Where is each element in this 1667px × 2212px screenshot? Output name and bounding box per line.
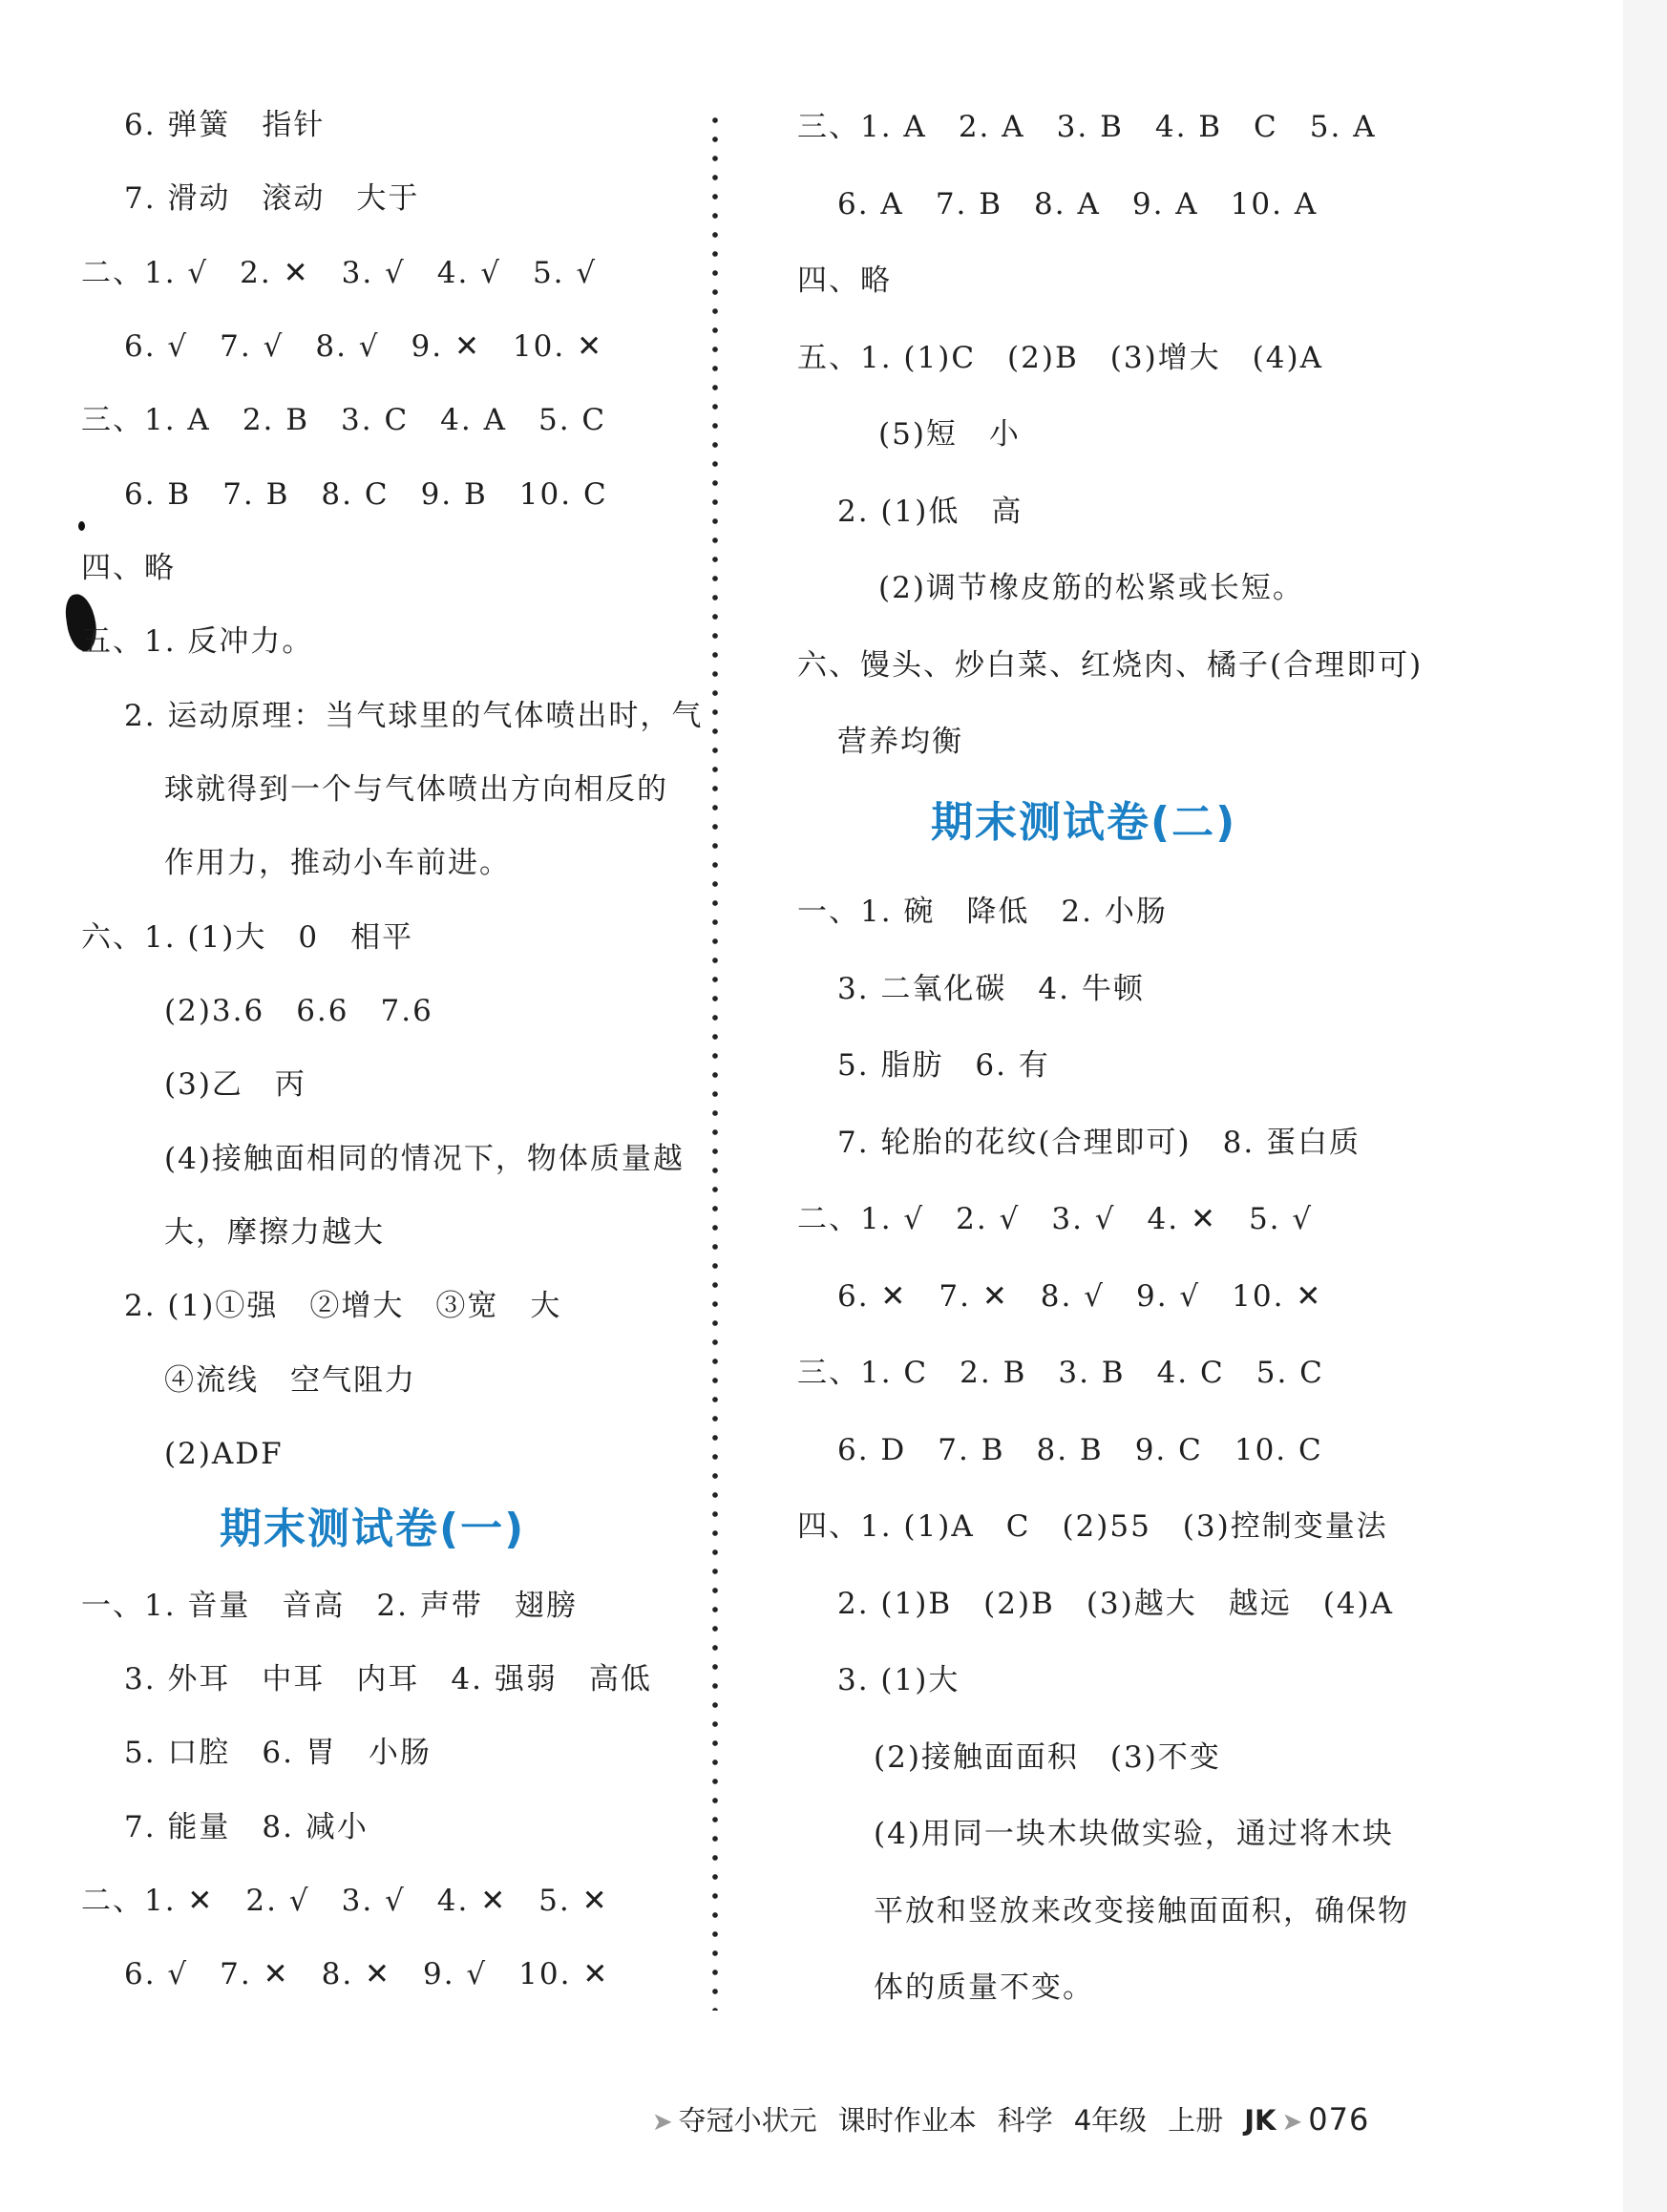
answer-line: (3)乙 丙 xyxy=(164,1067,306,1102)
answer-line: (2)接触面面积 (3)不变 xyxy=(874,1740,1221,1775)
page-footer xyxy=(611,2062,1369,2180)
answer-line: 6. 弹簧 指针 xyxy=(124,108,326,142)
answer-line: 营养均衡 xyxy=(837,725,963,759)
answer-line: 6. A 7. B 8. A 9. A 10. A xyxy=(837,187,1319,221)
footer-brand: 夺冠小状元 xyxy=(678,2104,817,2137)
ink-spot xyxy=(78,521,85,531)
answer-line: 作用力，推动小车前进。 xyxy=(164,846,511,880)
answer-line: 三、1. A 2. A 3. B 4. B C 5. A xyxy=(797,110,1377,144)
answer-line: (5)短 小 xyxy=(878,417,1021,452)
answer-line: (2)3.6 6.6 7.6 xyxy=(164,994,433,1028)
section-title: 期末测试卷(二) xyxy=(931,798,1237,847)
answer-line: 一、1. 音量 音高 2. 声带 翅膀 xyxy=(81,1589,578,1623)
answer-line: 7. 滑动 滚动 大于 xyxy=(124,181,420,216)
answer-line: 三、1. A 2. B 3. C 4. A 5. C xyxy=(81,403,607,437)
section-title: 期末测试卷(一) xyxy=(220,1505,526,1553)
answer-line: 四、略 xyxy=(81,551,176,585)
answer-line: 6. √ 7. √ 8. √ 9. ✕ 10. ✕ xyxy=(124,329,604,364)
answer-line: 2. (1)①强 ②增大 ③宽 大 xyxy=(124,1289,562,1323)
answer-line: 6. ✕ 7. ✕ 8. √ 9. √ 10. ✕ xyxy=(837,1279,1323,1314)
answer-line: 三、1. C 2. B 3. B 4. C 5. C xyxy=(797,1356,1324,1390)
answer-line: (4)用同一块木块做实验，通过将木块 xyxy=(874,1817,1394,1851)
answer-line: 3. 二氧化碳 4. 牛顿 xyxy=(837,972,1145,1006)
answer-line: 六、馒头、炒白菜、红烧肉、橘子(合理即可) xyxy=(797,648,1424,683)
answer-line: ④流线 空气阻力 xyxy=(164,1363,416,1398)
answer-line: 3. 外耳 中耳 内耳 4. 强弱 高低 xyxy=(124,1662,652,1696)
answer-line: 二、1. √ 2. ✕ 3. √ 4. √ 5. √ xyxy=(81,256,598,290)
answer-line: 2. (1)低 高 xyxy=(837,495,1023,529)
answer-line: 二、1. √ 2. √ 3. √ 4. ✕ 5. √ xyxy=(797,1202,1314,1236)
footer-subject: 科学 xyxy=(997,2104,1053,2137)
answer-line: 6. D 7. B 8. B 9. C 10. C xyxy=(837,1433,1323,1467)
answer-line: 7. 轮胎的花纹(合理即可) 8. 蛋白质 xyxy=(837,1126,1361,1160)
answer-line: 四、略 xyxy=(797,263,892,298)
answer-line: 5. 口腔 6. 胃 小肠 xyxy=(124,1736,432,1770)
chevron-right-icon: ➤ xyxy=(651,2108,673,2137)
answer-line: 2. 运动原理：当气球里的气体喷出时，气 xyxy=(124,699,704,733)
answer-line: 一、1. 碗 降低 2. 小肠 xyxy=(797,895,1168,929)
answer-line: 5. 脂肪 6. 有 xyxy=(837,1048,1050,1083)
answer-line: 6. √ 7. ✕ 8. ✕ 9. √ 10. ✕ xyxy=(124,1957,610,1991)
chevron-right-icon: ➤ xyxy=(1281,2108,1303,2137)
answer-line: 大，摩擦力越大 xyxy=(164,1215,385,1250)
answer-line: 体的质量不变。 xyxy=(874,1970,1094,2005)
footer-edition: JK xyxy=(1244,2104,1277,2137)
page-number: 076 xyxy=(1308,2101,1370,2138)
answer-line: (4)接触面相同的情况下，物体质量越 xyxy=(164,1142,685,1176)
answer-line: 二、1. ✕ 2. √ 3. √ 4. ✕ 5. ✕ xyxy=(81,1884,609,1918)
answer-line: 3. (1)大 xyxy=(837,1663,960,1697)
answer-line: 五、1. (1)C (2)B (3)增大 (4)A xyxy=(797,341,1323,375)
dotted-divider xyxy=(710,111,720,2011)
answer-line: 6. B 7. B 8. C 9. B 10. C xyxy=(124,477,608,512)
answer-line: 2. (1)B (2)B (3)越大 越远 (4)A xyxy=(837,1587,1395,1621)
footer-book: 课时作业本 xyxy=(837,2104,977,2137)
answer-line: 五、1. 反冲力。 xyxy=(81,624,314,659)
answer-line: (2)ADF xyxy=(164,1437,284,1471)
answer-line: 四、1. (1)A C (2)55 (3)控制变量法 xyxy=(797,1509,1388,1544)
answer-line: 球就得到一个与气体喷出方向相反的 xyxy=(164,772,668,807)
answer-line: 平放和竖放来改变接触面面积，确保物 xyxy=(874,1894,1409,1928)
answer-line: 7. 能量 8. 减小 xyxy=(124,1810,369,1844)
answer-line: 六、1. (1)大 0 相平 xyxy=(81,920,414,955)
answer-line: (2)调节橡皮筋的松紧或长短。 xyxy=(878,571,1304,605)
footer-grade: 4年级 xyxy=(1073,2104,1148,2137)
footer-volume: 上册 xyxy=(1168,2104,1224,2137)
